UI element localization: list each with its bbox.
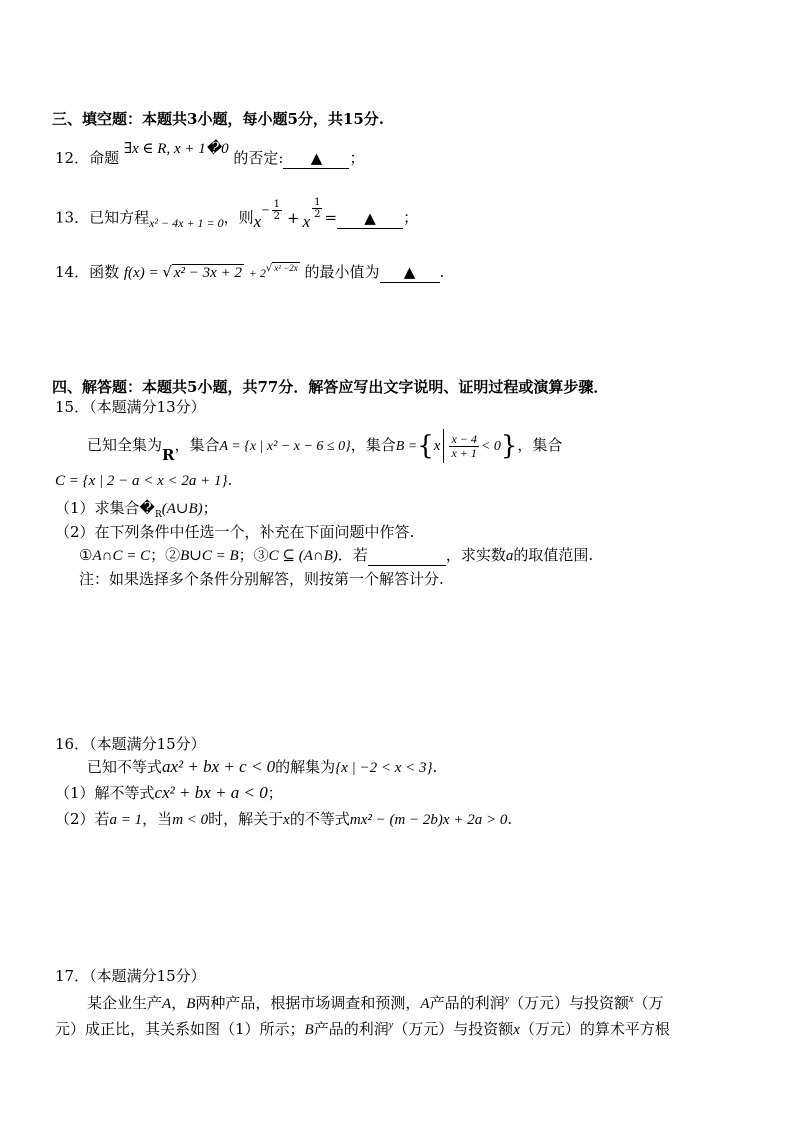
solution-set: {x | −2 < x < 3} (335, 760, 433, 776)
subscript: R (154, 510, 162, 520)
question-16-line-1 (87, 757, 437, 778)
option-label: ；② (150, 546, 181, 564)
set-B-variable: x (433, 438, 441, 454)
question-text: ，集合 (517, 436, 563, 454)
exponent-fraction (312, 197, 322, 220)
question-text: 某企业生产 (87, 994, 163, 1012)
question-text: 产品的利润 (313, 1020, 389, 1038)
punctuation: ； (403, 208, 419, 227)
question-text: 命题 (89, 149, 120, 167)
question-text: ，求实数 (445, 546, 506, 564)
math-expression: cx² + bx + a < 0 (154, 783, 268, 802)
question-16-header (55, 734, 206, 754)
question-15-header (55, 397, 206, 417)
variable: a (505, 548, 514, 564)
sqrt-symbol: √ (265, 263, 273, 274)
math-expression: + 2 (248, 266, 266, 280)
option-expression: A∩C = C (92, 548, 151, 564)
question-number: 12． (55, 149, 90, 167)
section-3-title: 三、填空题：本题共3小题，每小题5分，共15分. (52, 110, 384, 128)
question-number: 13． (55, 208, 90, 227)
answer-blank: ▲ (380, 262, 440, 283)
radicand: x² − 3x + 2 (173, 265, 242, 281)
question-15-part-2: （2）在下列条件中任选一个，补充在下面问题中作答. (55, 523, 415, 541)
question-text: 的取值范围. (513, 546, 594, 564)
question-text: 时，解关于 (208, 810, 284, 828)
question-text: 的解集为 (275, 758, 336, 776)
question-text: （万元）与投资额 (393, 1020, 514, 1038)
variable: y (388, 1020, 394, 1031)
section-4-title: 四、解答题：本题共5小题，共77分．解答应写出文字说明、证明过程或演算步骤． (52, 378, 609, 396)
variable: x (283, 812, 290, 828)
math-expression: < 0 (480, 439, 501, 454)
exponent-fraction (272, 199, 282, 222)
math-expression: a = 1 (109, 812, 143, 828)
fraction-denominator: 2 (314, 209, 321, 220)
question-17-line-2 (55, 1016, 670, 1040)
question-score: （本题满分13分） (89, 398, 206, 416)
variable: B (186, 996, 196, 1012)
question-15-line-2 (55, 470, 232, 491)
question-17-header (55, 966, 206, 986)
question-text: 已知方程 (89, 208, 150, 227)
variable: x (513, 1022, 520, 1038)
operator: + (286, 208, 300, 227)
exponent-radicand: x² −2x (274, 263, 298, 273)
question-16-part-2 (55, 809, 512, 830)
question-text: （万元）与投资额 (509, 994, 630, 1012)
set-C: C = {x | 2 − a < x < 2a + 1} (55, 473, 228, 489)
question-14 (55, 258, 444, 283)
answer-blank: ▲ (337, 208, 403, 229)
question-text: （万元）的算术平方根 (519, 1020, 670, 1038)
question-text: 元）成正比，其关系如图（1）所示； (55, 1020, 305, 1038)
option-expression: B∪C = B (180, 548, 239, 564)
punctuation: . (439, 263, 445, 281)
option-expression: C ⊆ (A∩B) (268, 548, 338, 564)
variable: x (629, 994, 634, 1005)
question-15-part-1 (55, 498, 218, 521)
exponent (261, 199, 284, 222)
answer-blank: ▲ (283, 148, 349, 169)
question-number: 15． (55, 398, 90, 416)
punctuation: . (507, 810, 513, 828)
question-text: 的否定: (233, 149, 284, 167)
math-expression: (A∪B) (161, 501, 203, 517)
question-number: 14． (55, 263, 90, 281)
fraction-numerator: x − 4 (451, 431, 477, 446)
math-base: x (302, 211, 311, 231)
variable: y (504, 994, 510, 1005)
question-text: ， (171, 994, 187, 1012)
option-label: ① (79, 546, 93, 564)
math-expression: ax² + bx + c < 0 (162, 757, 276, 776)
variable: B (304, 1022, 314, 1038)
variable: A (162, 996, 172, 1012)
condition-blank (368, 545, 446, 566)
punctuation: ； (202, 499, 218, 517)
punctuation: . (432, 758, 438, 776)
math-expression: m < 0 (172, 812, 209, 828)
left-brace: { (417, 431, 434, 461)
set-A: A = {x | x² − x − 6 ≤ 0} (219, 439, 351, 454)
exponent (310, 197, 324, 220)
question-text: （1）解不等式 (55, 784, 155, 802)
sqrt-symbol: √ (162, 263, 172, 281)
question-text: ，集合 (350, 436, 396, 454)
question-17-line-1 (87, 990, 664, 1014)
set-builder-bar (443, 429, 444, 463)
question-number: 16． (55, 735, 90, 753)
punctuation: ； (349, 149, 365, 167)
math-base: x (253, 211, 262, 231)
question-text: 已知全集为 (87, 436, 163, 454)
question-text: 函数 (89, 263, 120, 281)
math-expression: mx² − (m − 2b)x + 2a > 0 (349, 812, 508, 828)
question-text: ，当 (142, 810, 173, 828)
operator: = (324, 208, 338, 227)
punctuation: ； (267, 784, 283, 802)
question-15-line-1 (87, 425, 562, 467)
right-brace: } (500, 431, 518, 461)
question-16-part-1 (55, 783, 283, 803)
question-text: 产品的利润 (429, 994, 505, 1012)
set-symbol: R (162, 446, 175, 464)
exponent-sign: − (261, 204, 270, 216)
fraction-numerator: 1 (314, 197, 321, 208)
question-12 (55, 141, 365, 169)
question-score: （本题满分15分） (89, 967, 206, 985)
question-number: 17． (55, 967, 90, 985)
set-B-fraction (449, 433, 478, 460)
question-text: 两种产品，根据市场调查和预测， (195, 994, 421, 1012)
question-text: （1）求集合� (55, 499, 155, 517)
question-text: 的最小值为 (304, 263, 380, 281)
question-score: （本题满分15分） (89, 735, 206, 753)
option-label: ；③ (238, 546, 269, 564)
question-text: ，集合 (174, 436, 220, 454)
question-text: 的不等式 (289, 810, 350, 828)
question-13 (55, 197, 419, 232)
set-B-prefix: B = (395, 439, 418, 454)
variable: A (420, 996, 430, 1012)
math-expression: x² − 4x + 1 = 0 (149, 215, 224, 230)
question-text: （万 (633, 994, 664, 1012)
math-expression: ∃x ∈ R, x + 1�0 (123, 141, 229, 157)
question-text: 已知不等式 (87, 758, 163, 776)
fraction-numerator: 1 (273, 198, 280, 210)
question-text: ．若 (337, 546, 368, 564)
question-text: ，则 (223, 208, 254, 227)
fraction-denominator: x + 1 (451, 445, 477, 460)
fraction-denominator: 2 (273, 210, 280, 222)
question-15-note: 注：如果选择多个条件分别解答，则按第一个解答计分. (79, 570, 444, 588)
punctuation: . (227, 471, 233, 489)
question-text: （2）若 (55, 810, 110, 828)
question-15-options (79, 545, 593, 566)
function-name: f(x) = (123, 265, 163, 281)
